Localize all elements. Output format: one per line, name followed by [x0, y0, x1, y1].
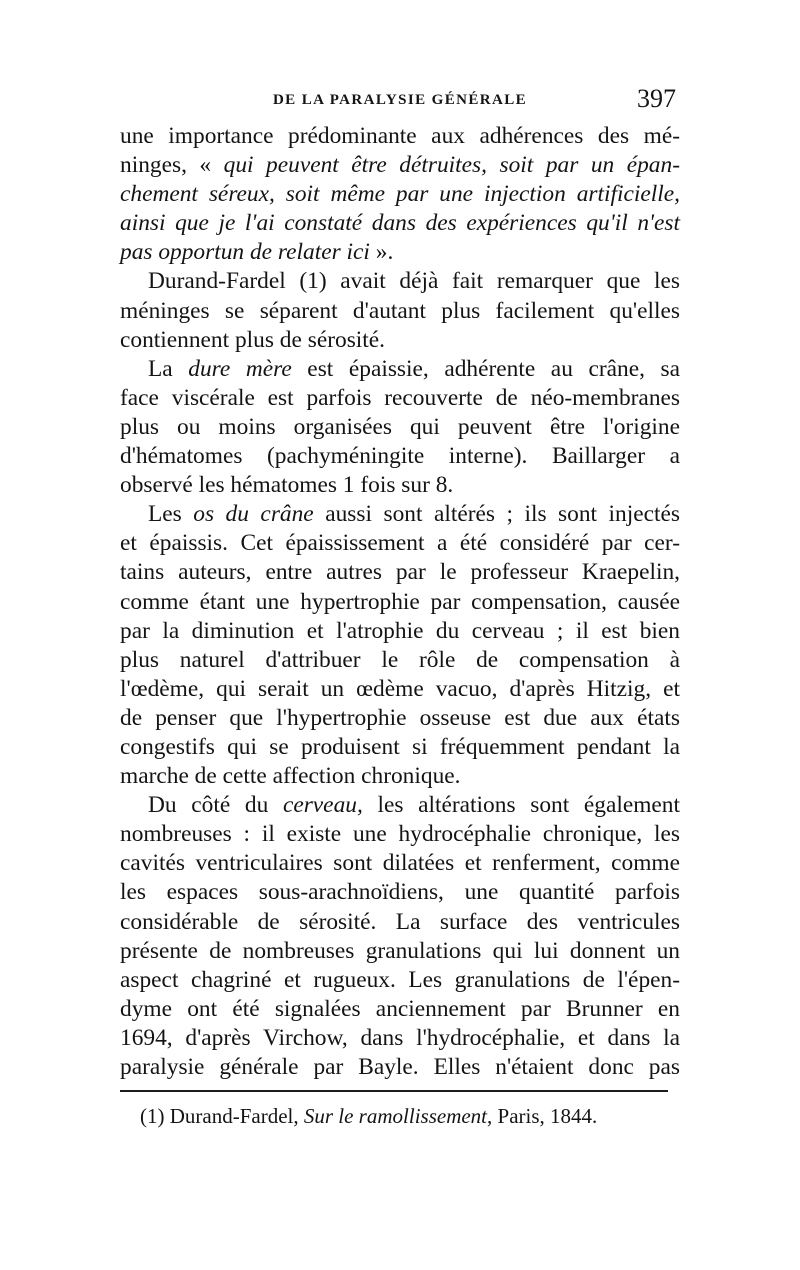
text-segment: méninges se séparent d'autant plus facilement qu'elles — [120, 297, 680, 324]
body-text — [120, 122, 680, 1082]
text-segment: nombreuses : il existe une hydrocéphalie chronique, les — [120, 821, 680, 848]
text-segment: tains auteurs, entre autres par le professeur Kraepelin, — [120, 559, 680, 586]
footnote-marker: (1) Durand-Fardel, — [140, 1104, 304, 1128]
text-line — [120, 558, 680, 587]
text-line — [120, 849, 680, 878]
text-segment: marche de cette affection chronique. — [120, 763, 461, 790]
text-line — [120, 238, 680, 267]
running-title: DE LA PARALYSIE GÉNÉRALE — [272, 92, 528, 108]
text-segment: l'œdème, qui serait un œdème vacuo, d'après Hitzig, et — [120, 675, 680, 702]
page-number: 397 — [637, 84, 676, 113]
text-segment: par la diminution et l'atrophie du cerveau ; il est bien — [120, 617, 680, 644]
footnote — [140, 1104, 597, 1129]
text-segment: présente de nombreuses granulations qui lui donnent un — [120, 937, 680, 964]
text-line — [120, 762, 680, 791]
text-segment: les espaces sous-arachnoïdiens, une quantité parfois — [120, 879, 680, 906]
text-line — [120, 151, 680, 180]
text-segment: plus ou moins organisées qui peuvent être l'origine — [120, 413, 680, 440]
text-line — [120, 966, 680, 995]
text-line — [120, 413, 680, 442]
text-segment: de penser que l'hypertrophie osseuse est due aux états — [120, 704, 680, 731]
text-line — [120, 326, 680, 355]
text-line — [120, 675, 680, 704]
text-line — [120, 267, 680, 296]
text-line — [120, 355, 680, 384]
text-segment: contiennent plus de sérosité. — [120, 326, 386, 353]
text-line — [120, 617, 680, 646]
text-line — [120, 791, 680, 820]
text-line — [120, 588, 680, 617]
text-segment: considérable de sérosité. La surface des ventricules — [120, 908, 680, 935]
text-line — [120, 1053, 680, 1082]
italic-segment: os du crâne — [193, 501, 314, 528]
italic-segment: pas opportun de relater ici — [120, 239, 370, 266]
text-segment: les altérations sont également — [362, 792, 680, 819]
text-line — [120, 442, 680, 471]
footnote-rule — [120, 1090, 668, 1092]
text-segment: plus naturel d'attribuer le rôle de compensation à — [120, 646, 680, 673]
text-segment: une importance prédominante aux adhérences des mé- — [120, 123, 680, 149]
text-line — [120, 704, 680, 733]
italic-segment: chement séreux, soit même par une injection artificielle, — [120, 181, 680, 208]
text-segment: Durand-Fardel (1) avait déjà fait remarquer que les — [148, 268, 680, 295]
text-segment: d'hématomes (pachyméningite interne). Baillarger a — [120, 443, 680, 470]
text-line — [120, 500, 680, 529]
text-line — [120, 384, 680, 413]
text-line — [120, 733, 680, 762]
text-line — [120, 471, 680, 500]
text-segment: face viscérale est parfois recouverte de néo-membranes — [120, 384, 680, 411]
italic-segment: dure mère — [188, 355, 292, 382]
text-line — [120, 297, 680, 326]
text-segment: paralysie générale par Bayle. Elles n'étaient donc pas — [120, 1054, 680, 1080]
text-line — [120, 995, 680, 1024]
text-line — [120, 878, 680, 907]
text-line — [120, 180, 680, 209]
text-line — [120, 1024, 680, 1053]
text-segment: ninges, « — [120, 152, 224, 179]
text-line — [120, 646, 680, 675]
italic-segment: qui peuvent être détruites, soit par un épan- — [223, 152, 680, 179]
text-segment: Les — [148, 501, 194, 528]
text-segment: dyme ont été signalées anciennement par Brunner en — [120, 995, 680, 1022]
text-segment: La — [148, 355, 189, 382]
text-segment: comme étant une hypertrophie par compensation, causée — [120, 588, 680, 615]
text-segment: aussi sont altérés ; ils sont injectés — [313, 501, 680, 528]
italic-segment: cerveau, — [282, 792, 363, 819]
text-line — [120, 820, 680, 849]
footnote-rest: , Paris, 1844. — [487, 1104, 598, 1128]
text-line — [120, 122, 680, 151]
text-segment: ». — [369, 239, 394, 266]
text-line — [120, 209, 680, 238]
text-segment: est épaissie, adhérente au crâne, sa — [291, 355, 680, 382]
text-segment: aspect chagriné et rugueux. Les granulations de l'épen- — [120, 966, 680, 993]
text-line — [120, 908, 680, 937]
text-segment: cavités ventriculaires sont dilatées et renferment, comme — [120, 850, 680, 877]
text-segment: observé les hématomes 1 fois sur 8. — [120, 472, 454, 499]
footnote-title: Sur le ramollissement — [303, 1104, 488, 1128]
text-segment: Du côté du — [148, 792, 283, 819]
italic-segment: ainsi que je l'ai constaté dans des expériences qu'il n'est — [120, 210, 680, 237]
text-segment: 1694, d'après Virchow, dans l'hydrocéphalie, et dans la — [120, 1024, 680, 1051]
text-segment: congestifs qui se produisent si fréquemment pendant la — [120, 733, 680, 760]
text-segment: et épaissis. Cet épaississement a été considéré par cer- — [120, 530, 680, 557]
running-head — [120, 82, 680, 120]
text-line — [120, 937, 680, 966]
text-line — [120, 529, 680, 558]
